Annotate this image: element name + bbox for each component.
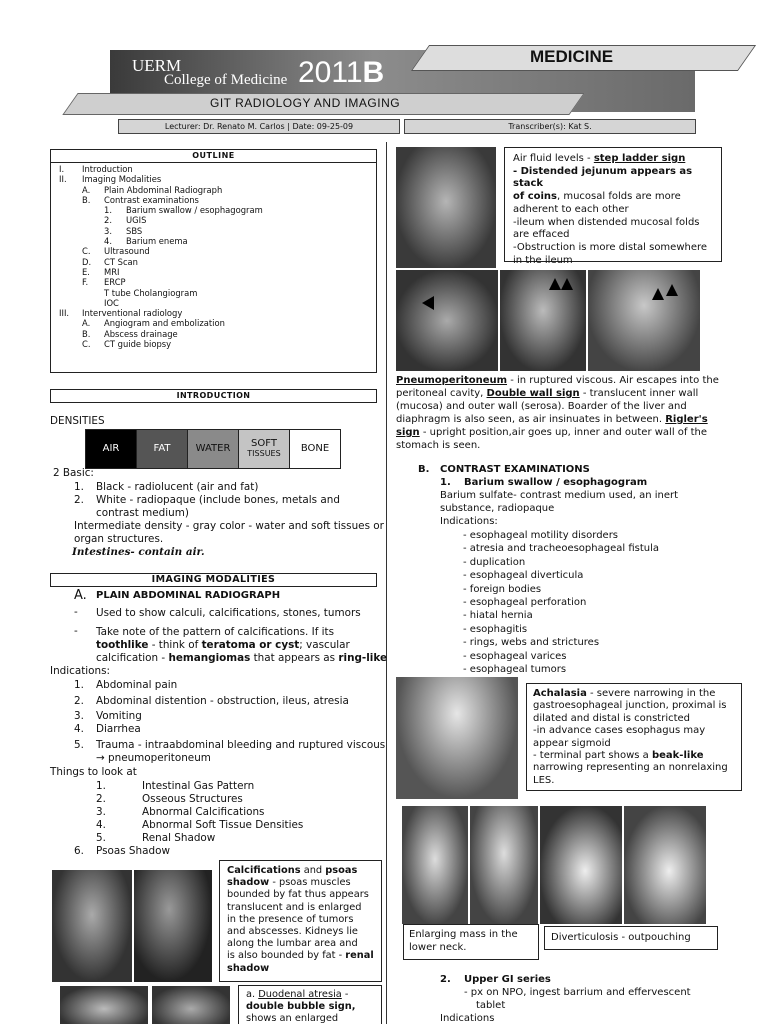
outline-item xyxy=(51,267,376,277)
diverticulosis-callout: Diverticulosis - outpouching xyxy=(544,926,718,950)
xray-air-fluid xyxy=(396,147,496,268)
outline-item-label: Imaging Modalities xyxy=(82,174,162,185)
outline-list xyxy=(51,163,376,349)
ind-5: Trauma - intraabdominal bleeding and ruptured viscous xyxy=(96,739,386,751)
outline-item xyxy=(51,318,376,328)
outline-item-number: C. xyxy=(82,246,91,257)
barium-desc-2: substance, radiopaque xyxy=(440,503,555,514)
outline-item-label: UGIS xyxy=(126,215,147,226)
look-num-2: 2. xyxy=(96,793,106,805)
outline-item xyxy=(51,215,376,225)
contrast-title: CONTRAST EXAMINATIONS xyxy=(440,464,590,475)
basic-num-2: 2. xyxy=(74,494,84,506)
outline-item xyxy=(51,174,376,184)
ind-4: Diarrhea xyxy=(96,723,141,735)
xray-duodenum-1 xyxy=(60,986,148,1024)
outline-item-label: Interventional radiology xyxy=(82,308,183,319)
outline-item-label: IOC xyxy=(104,297,119,308)
look-6: Psoas Shadow xyxy=(96,845,170,857)
air-fluid-callout: Air fluid levels - step ladder sign - Distended jejunum appears as stack of coins, mucosal folds are more adherent to each other -ileum when distended mucosal folds are effaced -Obstruction is more distal somewhere in the ileum xyxy=(504,147,722,262)
barium-indication-item: - atresia and tracheoesophageal fistula xyxy=(463,543,659,555)
xray-abdomen-2 xyxy=(134,870,212,982)
outline-item xyxy=(51,277,376,287)
ugi-indications: Indications xyxy=(440,1013,495,1024)
barium-indications-label: Indications: xyxy=(440,516,498,527)
look-3: Abnormal Calcifications xyxy=(142,806,265,818)
ind-num-4: 4. xyxy=(74,723,84,735)
header-year: 2011B xyxy=(298,56,385,89)
barium-indication-item: - esophageal diverticula xyxy=(463,570,584,582)
column-divider xyxy=(386,142,387,1024)
xray-diverticulosis-1 xyxy=(540,806,622,924)
look-num-5: 5. xyxy=(96,832,106,844)
transcriber-box: Transcriber(s): Kat S. xyxy=(404,119,696,134)
duodenal-atresia-callout: a. Duodenal atresia - double bubble sign, shows an enlarged xyxy=(238,985,382,1024)
outline-item-number: A. xyxy=(82,318,91,329)
outline-item xyxy=(51,226,376,236)
outline-item xyxy=(51,236,376,246)
density-air: AIR xyxy=(86,430,137,468)
outline-item-number: 4. xyxy=(104,236,112,247)
look-num-6: 6. xyxy=(74,845,84,857)
outline-item-number: F. xyxy=(82,277,89,288)
ugi-num: 2. xyxy=(440,974,451,985)
outline-item-label: Plain Abdominal Radiograph xyxy=(104,184,223,195)
intro-heading: INTRODUCTION xyxy=(50,389,377,403)
look-2: Osseous Structures xyxy=(142,793,243,805)
header-uerm: UERM xyxy=(132,56,182,75)
department-title: MEDICINE xyxy=(530,47,614,66)
look-5: Renal Shadow xyxy=(142,832,216,844)
barium-indication-item: - foreign bodies xyxy=(463,583,542,595)
outline-item-label: Introduction xyxy=(82,164,133,174)
indications-label: Indications: xyxy=(50,665,111,677)
outline-item xyxy=(51,308,376,318)
plain-desc-2: Take note of the pattern of calcifications. If its xyxy=(96,626,335,638)
xray-pneumo-3 xyxy=(588,270,700,371)
basic-white-cont: contrast medium) xyxy=(96,507,189,519)
plain-desc-2b: toothlike - think of teratoma or cyst; vascular xyxy=(96,639,350,651)
contrast-letter: B. xyxy=(418,464,430,475)
arrow-up-icon xyxy=(666,284,678,296)
barium-title: Barium swallow / esophagogram xyxy=(464,477,648,488)
xray-neck-mass-1 xyxy=(402,806,468,924)
look-num-3: 3. xyxy=(96,806,106,818)
outline-item-label: Angiogram and embolization xyxy=(104,318,225,329)
densities-scale xyxy=(85,429,341,469)
basic-white: White - radiopaque (include bones, metals and xyxy=(96,494,340,506)
outline-item-label: MRI xyxy=(104,266,120,277)
barium-indication-item: - esophageal tumors xyxy=(463,664,567,675)
xray-achalasia xyxy=(396,677,518,799)
outline-item-label: SBS xyxy=(126,225,143,236)
outline-item xyxy=(51,185,376,195)
arrow-up-icon xyxy=(652,288,664,300)
ind-num-5: 5. xyxy=(74,739,84,751)
outline-item-number: I. xyxy=(59,164,65,174)
outline-item-label: Barium enema xyxy=(126,236,188,247)
topic-title: GIT RADIOLOGY AND IMAGING xyxy=(210,96,401,110)
ugi-desc-1: - px on NPO, ingest barrium and effervescent xyxy=(464,987,691,998)
xray-abdomen-1 xyxy=(52,870,132,982)
outline-item-label: Contrast examinations xyxy=(104,194,199,205)
outline-item-number: A. xyxy=(82,184,91,195)
outline-box xyxy=(50,149,377,373)
look-4: Abnormal Soft Tissue Densities xyxy=(142,819,304,831)
barium-indication-item: - rings, webs and strictures xyxy=(463,637,600,649)
outline-item xyxy=(51,339,376,349)
densities-label: DENSITIES xyxy=(50,415,105,427)
density-soft-tissues: SOFT TISSUES xyxy=(239,430,290,468)
intermediate-density-cont: organ structures. xyxy=(74,533,164,545)
header-college: College of Medicine xyxy=(164,72,288,88)
ind-3: Vomiting xyxy=(96,710,142,722)
barium-num: 1. xyxy=(440,477,451,488)
pneumoperitoneum-text: Pneumoperitoneum - in ruptured viscous. Air escapes into the peritoneal cavity, Double wall sign - translucent inner wall (mucosa) and outer wall (serosa). Boarder of the liver and diaphragm is also seen, as air insinuates in between. Rigler's sign - upright position,air goes up, inner and outer wall of the stomach is seen. xyxy=(396,375,719,451)
xray-pneumo-1 xyxy=(396,270,498,371)
outline-item-label: T tube Cholangiogram xyxy=(104,287,198,298)
barium-indication-item: - hiatal hernia xyxy=(463,610,533,622)
outline-item-number: 3. xyxy=(104,225,112,236)
look-num-4: 4. xyxy=(96,819,106,831)
plain-letter: A. xyxy=(74,588,87,603)
outline-item-number: E. xyxy=(82,266,90,277)
ugi-desc-2: tablet xyxy=(476,1000,506,1011)
lecturer-box: Lecturer: Dr. Renato M. Carlos | Date: 09-25-09 xyxy=(118,119,400,134)
outline-title: OUTLINE xyxy=(51,150,376,163)
outline-item-number: C. xyxy=(82,339,91,350)
outline-item-number: D. xyxy=(82,256,92,267)
xray-neck-mass-2 xyxy=(470,806,538,924)
outline-item-label: CT Scan xyxy=(104,256,138,267)
outline-item-label: Ultrasound xyxy=(104,246,150,257)
barium-indication-item: - esophageal perforation xyxy=(463,597,587,608)
arrow-up-icon xyxy=(549,278,561,290)
barium-indication-item: - duplication xyxy=(463,556,526,568)
intestines-note: Intestines- contain air. xyxy=(72,546,205,558)
outline-item-label: CT guide biopsy xyxy=(104,339,172,350)
outline-item-label: Barium swallow / esophagogram xyxy=(126,205,263,216)
outline-item xyxy=(51,205,376,215)
outline-item xyxy=(51,195,376,205)
outline-item-number: II. xyxy=(59,174,67,185)
xray-duodenum-2 xyxy=(152,986,230,1024)
outline-item-label: ERCP xyxy=(104,277,126,288)
plain-desc-2c: calcification - hemangiomas that appears as ring-like xyxy=(96,652,388,664)
look-num-1: 1. xyxy=(96,780,106,792)
ind-num-3: 3. xyxy=(74,710,84,722)
things-label: Things to look at xyxy=(50,766,137,778)
outline-item-number: B. xyxy=(82,194,91,205)
density-water: WATER xyxy=(188,430,239,468)
barium-indication-item: - esophageal motility disorders xyxy=(463,530,619,541)
density-bone: BONE xyxy=(290,430,340,468)
intermediate-density: Intermediate density - gray color - water and soft tissues or xyxy=(74,520,384,532)
barium-desc-1: Barium sulfate- contrast medium used, an inert xyxy=(440,490,679,501)
barium-indication-item: - esophagitis xyxy=(463,623,528,635)
arrow-up-icon xyxy=(561,278,573,290)
plain-title: PLAIN ABDOMINAL RADIOGRAPH xyxy=(96,590,281,601)
outline-item-number: 1. xyxy=(104,205,112,216)
outline-item xyxy=(51,329,376,339)
outline-item xyxy=(51,288,376,298)
ind-num-2: 2. xyxy=(74,695,84,707)
outline-item-number: III. xyxy=(59,308,70,319)
outline-item xyxy=(51,298,376,308)
modalities-heading: IMAGING MODALITIES xyxy=(50,573,377,587)
plain-dash-2: - xyxy=(74,625,78,637)
outline-item xyxy=(51,246,376,256)
plain-desc-1: Used to show calculi, calcifications, stones, tumors xyxy=(96,607,361,619)
outline-item-number: B. xyxy=(82,328,91,339)
calcifications-callout: Calcifications and psoas shadow - psoas muscles bounded by fat thus appears translucent and is enlarged in the presence of tumors and abscesses. Kidneys lie along the lumbar area and is also bounded by fat - renal shadow xyxy=(219,860,382,982)
ind-2: Abdominal distention - obstruction, ileus, atresia xyxy=(96,695,349,707)
ind-num-1: 1. xyxy=(74,679,84,691)
basic-label: 2 Basic: xyxy=(53,467,94,479)
outline-item-number: 2. xyxy=(104,215,112,226)
outline-item xyxy=(51,257,376,267)
ugi-title: Upper GI series xyxy=(464,974,551,985)
achalasia-callout: Achalasia - severe narrowing in the gastroesophageal junction, proximal is dilated and distal is constricted -in advance cases esophagus may appear sigmoid - terminal part shows a beak-like narrowing representing an nonrelaxing LES. xyxy=(526,683,742,791)
basic-num-1: 1. xyxy=(74,481,84,493)
density-fat: FAT xyxy=(137,430,188,468)
outline-item-label: Abscess drainage xyxy=(104,328,178,339)
ind-5-cont: → pneumoperitoneum xyxy=(96,752,211,764)
basic-black: Black - radiolucent (air and fat) xyxy=(96,481,259,493)
outline-item xyxy=(51,164,376,174)
barium-indication-item: - esophageal varices xyxy=(463,650,567,662)
neck-mass-callout: Enlarging mass in the lower neck. xyxy=(403,924,539,960)
plain-dash-1: - xyxy=(74,606,78,618)
arrow-left-icon xyxy=(422,296,434,310)
xray-diverticulosis-2 xyxy=(624,806,706,924)
ind-1: Abdominal pain xyxy=(96,679,178,691)
xray-pneumo-2 xyxy=(500,270,586,371)
look-1: Intestinal Gas Pattern xyxy=(142,780,255,792)
